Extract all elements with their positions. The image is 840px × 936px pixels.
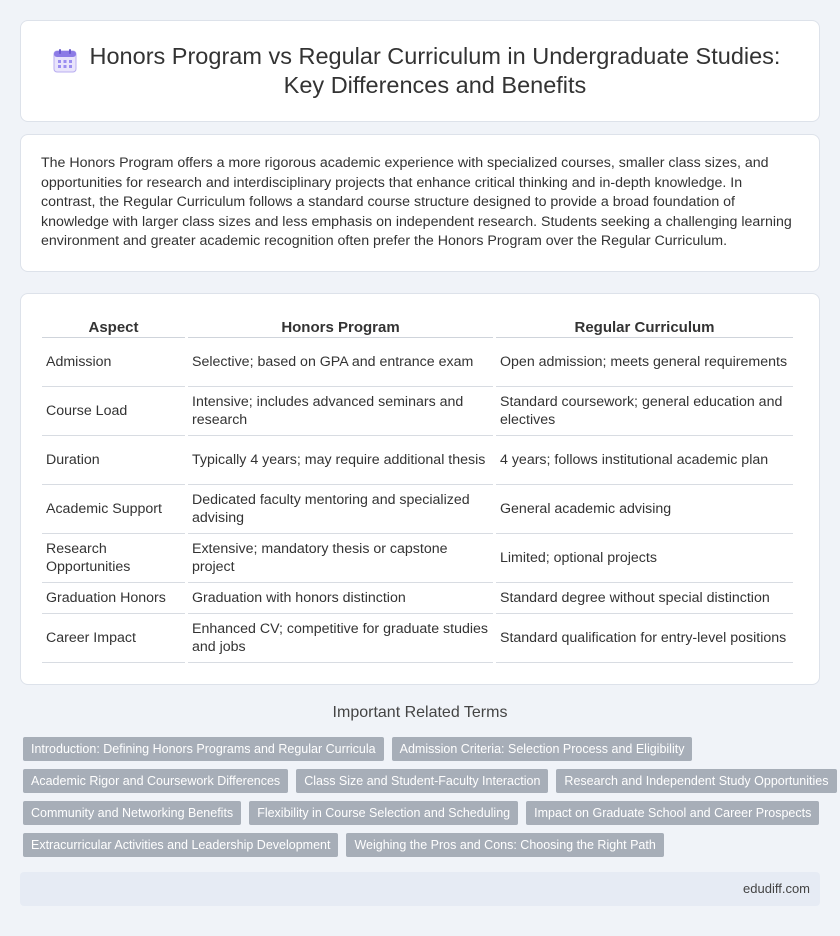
honors-cell: Typically 4 years; may require additional thesis — [188, 436, 493, 485]
regular-cell: Standard qualification for entry-level positions — [496, 614, 793, 663]
related-term-tag[interactable]: Weighing the Pros and Cons: Choosing the Right Path — [346, 833, 663, 857]
aspect-cell: Career Impact — [42, 614, 185, 663]
aspect-cell: Graduation Honors — [42, 583, 185, 614]
related-term-tag[interactable]: Class Size and Student-Faculty Interaction — [296, 769, 548, 793]
related-term-tag[interactable]: Flexibility in Course Selection and Scheduling — [249, 801, 518, 825]
comparison-card — [20, 293, 820, 685]
honors-cell: Intensive; includes advanced seminars and research — [188, 387, 493, 436]
table-header-row — [42, 314, 793, 338]
regular-cell: 4 years; follows institutional academic plan — [496, 436, 793, 485]
column-header-regular: Regular Curriculum — [496, 314, 793, 338]
regular-cell: Standard coursework; general education and electives — [496, 387, 793, 436]
intro-card — [20, 134, 820, 272]
aspect-cell: Research Opportunities — [42, 534, 185, 583]
column-header-aspect: Aspect — [42, 314, 185, 338]
related-term-tag[interactable]: Admission Criteria: Selection Process and Eligibility — [392, 737, 693, 761]
honors-cell: Extensive; mandatory thesis or capstone project — [188, 534, 493, 583]
table-row — [42, 436, 793, 485]
related-terms-title: Important Related Terms — [332, 704, 508, 721]
related-term-tag[interactable]: Academic Rigor and Coursework Differences — [23, 769, 288, 793]
related-term-tag[interactable]: Impact on Graduate School and Career Prospects — [526, 801, 819, 825]
table-row — [42, 583, 793, 614]
table-row — [42, 485, 793, 534]
related-terms-list — [23, 737, 829, 865]
footer — [20, 872, 820, 906]
related-term-tag[interactable]: Community and Networking Benefits — [23, 801, 241, 825]
comparison-table — [39, 314, 796, 663]
intro-paragraph: The Honors Program offers a more rigorous academic experience with specialized courses, smaller class sizes, and opportunities for research and interdisciplinary projects that enhance critical thinking and in-depth knowledge. In contrast, the Regular Curriculum follows a standard course structure designed to provide a broad foundation of knowledge with larger class sizes and less emphasis on independent research. Students seeking a challenging learning environment and greater academic recognition often prefer the Honors Program over the Regular Curriculum. — [41, 155, 792, 250]
aspect-cell: Admission — [42, 338, 185, 387]
page-title: Honors Program vs Regular Curriculum in Undergraduate Studies: Key Differences and Benefits — [89, 43, 781, 98]
regular-cell: General academic advising — [496, 485, 793, 534]
honors-cell: Graduation with honors distinction — [188, 583, 493, 614]
column-header-honors: Honors Program — [188, 314, 493, 338]
footer-site-link[interactable]: edudiff.com — [743, 881, 810, 896]
related-term-tag[interactable]: Introduction: Defining Honors Programs and Regular Curricula — [23, 737, 384, 761]
regular-cell: Open admission; meets general requirements — [496, 338, 793, 387]
header-card — [20, 20, 820, 122]
honors-cell: Dedicated faculty mentoring and specialized advising — [188, 485, 493, 534]
aspect-cell: Academic Support — [42, 485, 185, 534]
honors-cell: Selective; based on GPA and entrance exam — [188, 338, 493, 387]
related-term-tag[interactable]: Research and Independent Study Opportunities — [556, 769, 836, 793]
regular-cell: Standard degree without special distinction — [496, 583, 793, 614]
table-row — [42, 338, 793, 387]
table-row — [42, 387, 793, 436]
related-term-tag[interactable]: Extracurricular Activities and Leadership Development — [23, 833, 338, 857]
honors-cell: Enhanced CV; competitive for graduate studies and jobs — [188, 614, 493, 663]
calendar-icon — [52, 48, 78, 74]
table-row — [42, 534, 793, 583]
table-row — [42, 614, 793, 663]
aspect-cell: Course Load — [42, 387, 185, 436]
aspect-cell: Duration — [42, 436, 185, 485]
regular-cell: Limited; optional projects — [496, 534, 793, 583]
